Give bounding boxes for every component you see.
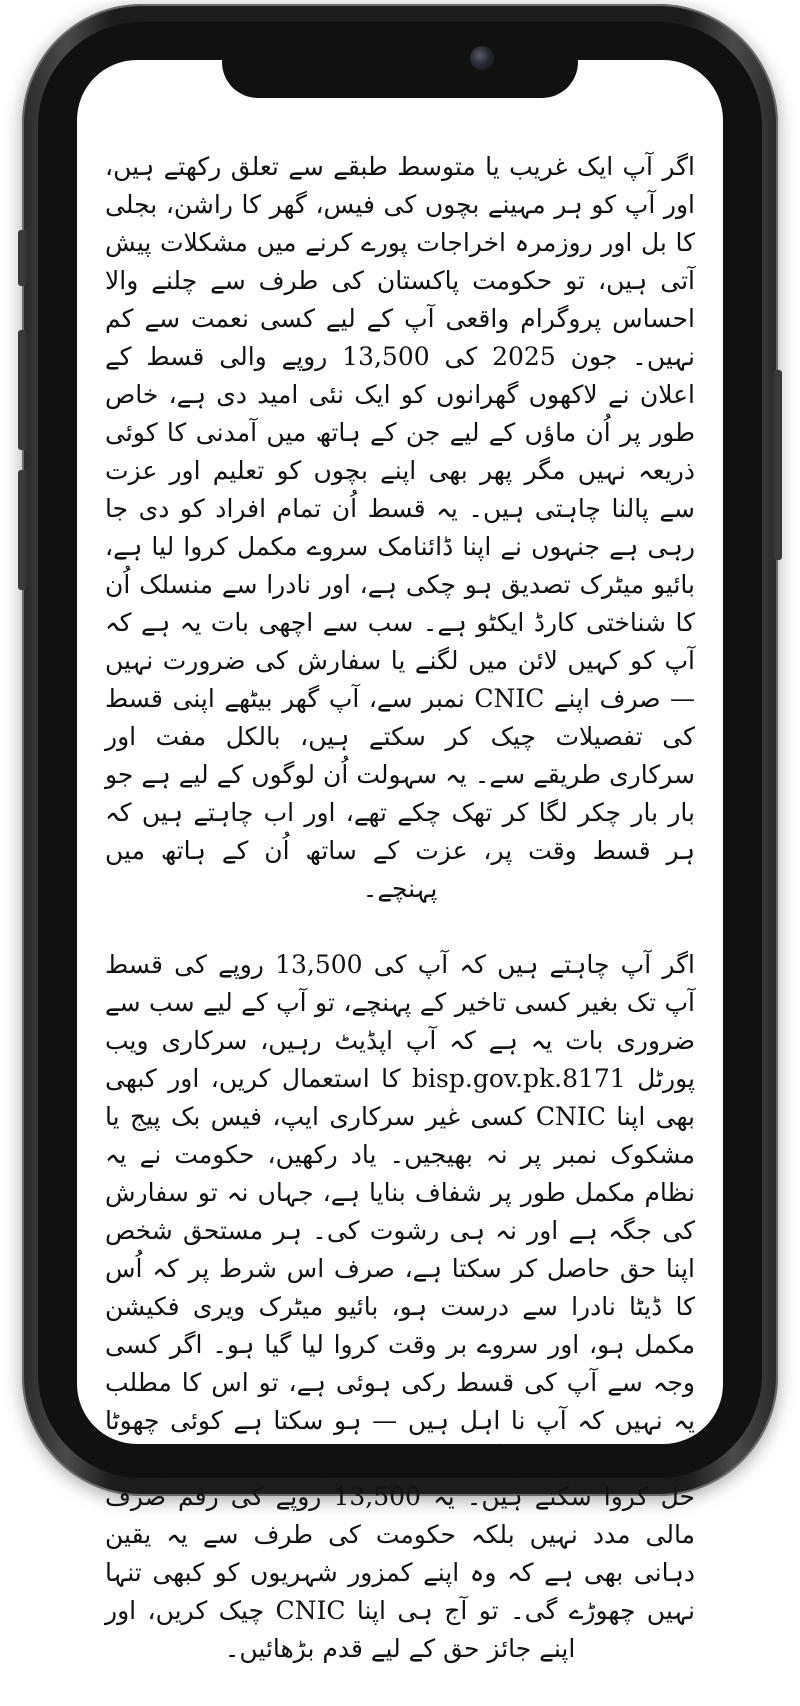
volume-up-button [18,230,26,286]
phone-screen[interactable] [77,60,723,1663]
article-paragraph: اگر آپ چاہتے ہیں کہ آپ کی 13,500 روپے کی قسط آپ تک بغیر کسی تاخیر کے پہنچے، تو آپ کے لیے سب سے ضروری بات یہ ہے کہ آپ اپڈیٹ رہیں، سرکاری ویب پورٹل 8171.bisp.gov.pk کا استعمال کریں، اور کبھی بھی اپنا CNIC کسی غیر سرکاری ایپ، فیس بک پیج یا مشکوک نمبر پر نہ بھیجیں۔ یاد رکھیں، حکومت نے یہ نظام مکمل طور پر شفاف بنایا ہے، جہاں نہ تو سفارش کی جگہ ہے اور نہ ہی رشوت کی۔ ہر مستحق شخص اپنا حق حاصل کر سکتا ہے، صرف اس شرط پر کہ اُس کا ڈیٹا نادرا سے درست ہو، بائیو میٹرک ویری فکیشن مکمل ہو، اور سروے بر وقت کروا لیا گیا ہو۔ اگر کسی وجہ سے آپ کی قسط رکی ہوئی ہے، تو اس کا مطلب یہ نہیں کہ آپ نا اہل ہیں — ہو سکتا ہے کوئی چھوٹا سا مسئلہ ہو جو آپ BISP کے قریبی دفتر جا کر فوراً حل کروا سکتے ہیں۔ یہ 13,500 روپے کی رقم صرف مالی مدد نہیں بلکہ حکومت کی طرف سے یہ یقین دہانی بھی ہے کہ وہ اپنے کمزور شہریوں کو کبھی تنہا نہیں چھوڑے گی۔ تو آج ہی اپنا CNIC چیک کریں، اور اپنے جائز حق کے لیے قدم بڑھائیں۔ [105,950,696,1663]
power-button [774,370,782,560]
notch [222,40,578,98]
camera-icon [470,46,494,70]
volume-down-button [18,330,26,450]
article-body [105,148,695,1706]
mute-switch [18,470,26,590]
article-paragraph: اگر آپ ایک غریب یا متوسط طبقے سے تعلق رکھتے ہیں، اور آپ کو ہر مہینے بچوں کی فیس، گھر کا راشن، بجلی کا بل اور روزمرہ اخراجات پورے کرنے میں مشکلات پیش آتی ہیں، تو حکومت پاکستان کی طرف سے چلنے والا احساس پروگرام واقعی آپ کے لیے کسی نعمت سے کم نہیں۔ جون 2025 کی 13,500 روپے والی قسط کے اعلان نے لاکھوں گھرانوں کو ایک نئی امید دی ہے، خاص طور پر اُن ماؤں کے لیے جن کے ہاتھ میں آمدنی کا کوئی ذریعہ نہیں مگر پھر بھی اپنے بچوں کو تعلیم اور عزت سے پالنا چاہتی ہیں۔ یہ قسط اُن تمام افراد کو دی جا رہی ہے جنہوں نے اپنا ڈائنامک سروے مکمل کروا لیا ہے، بائیو میٹرک تصدیق ہو چکی ہے، اور نادرا سے منسلک اُن کا شناختی کارڈ ایکٹو ہے۔ سب سے اچھی بات یہ ہے کہ آپ کو کہیں لائن میں لگنے یا سفارش کی ضرورت نہیں — صرف اپنے CNIC نمبر سے، آپ گھر بیٹھے اپنی قسط کی تفصیلات چیک کر سکتے ہیں، بالکل مفت اور سرکاری طریقے سے۔ یہ سہولت اُن لوگوں کے لیے ہے جو بار بار چکر لگا کر تھک چکے تھے، اور اب چاہتے ہیں کہ ہر قسط وقت پر، عزت کے ساتھ اُن کے ہاتھ میں پہنچے۔ [105,152,695,903]
